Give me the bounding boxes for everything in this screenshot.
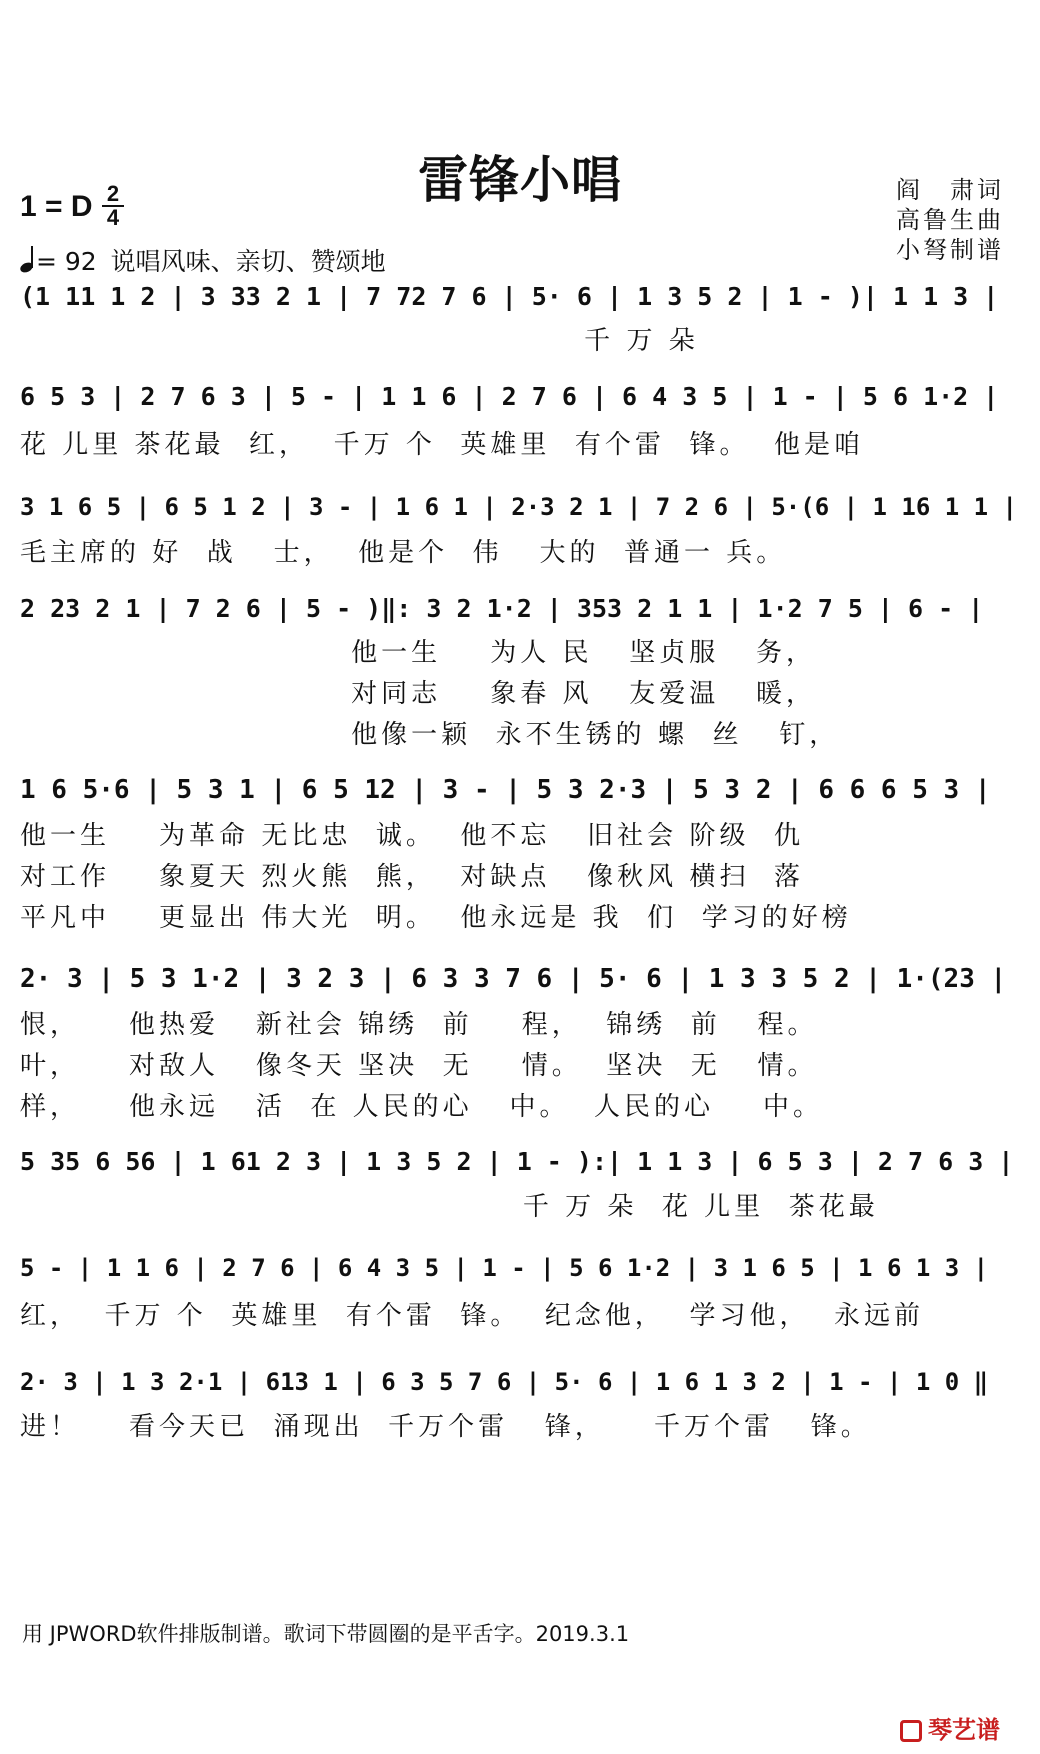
key-signature: 1 = D	[20, 190, 93, 223]
lyric-line-3: 毛主席的 好 战 士， 他是个 伟 大的 普通一 兵。	[20, 538, 787, 568]
footer-note: 用 JPWORD软件排版制谱。歌词下带圆圈的是平舌字。2019.3.1	[22, 1622, 630, 1646]
lyric-line-5a: 他一生 为革命 无比忠 诚。 他不忘 旧社会 阶级 仇	[20, 821, 804, 851]
lyric-line-6c: 样， 他永远 活 在 人民的心 中。 人民的心 中。	[20, 1092, 824, 1122]
lyric-line-4c: 他像一颖 永不生锈的 螺 丝 钉，	[20, 720, 840, 750]
lyric-line-7: 千 万 朵 花 儿里 茶花最	[20, 1192, 879, 1222]
expression-text: 说唱风味、亲切、赞颂地	[110, 247, 386, 276]
lyric-line-2: 花 儿里 茶花最 红， 千万 个 英雄里 有个雷 锋。 他是咱	[20, 430, 864, 460]
credit-composer: 高鲁生曲	[896, 206, 1004, 234]
lyric-line-8: 红， 千万 个 英雄里 有个雷 锋。 纪念他， 学习他， 永远前	[20, 1301, 924, 1331]
credit-transcriber: 小弩制谱	[896, 236, 1004, 264]
credit-lyricist: 阎 肃词	[896, 176, 1004, 204]
notation-line-3: 3 1 6 5 | 6 5 1 2 | 3 - | 1 6 1 | 2·3 2 1 | 7 2 6 | 5·(6 | 1 16 1 1 |	[20, 493, 1017, 521]
time-signature	[102, 181, 124, 230]
brand-logo-icon	[900, 1720, 922, 1742]
notation-line-5: 1 6 5·6 | 5 3 1 | 6 5 12 | 3 - | 5 3 2·3 | 5 3 2 | 6 6 6 5 3 |	[20, 775, 991, 805]
lyric-line-4b: 对同志 象春 风 友爱温 暖，	[20, 679, 817, 709]
time-signature-top: 2	[106, 181, 120, 206]
brand-name: 琴艺谱	[928, 1716, 1000, 1744]
notation-line-8: 5 - | 1 1 6 | 2 7 6 | 6 4 3 5 | 1 - | 5 6 1·2 | 3 1 6 5 | 1 6 1 3 |	[20, 1254, 989, 1282]
lyric-line-6a: 恨， 他热爱 新社会 锦绣 前 程， 锦绣 前 程。	[20, 1010, 818, 1040]
notation-line-2: 6 5 3 | 2 7 6 3 | 5 - | 1 1 6 | 2 7 6 | 6 4 3 5 | 1 - | 5 6 1·2 |	[20, 382, 999, 411]
tempo-value: = 92	[36, 247, 97, 276]
notation-line-1: (1 11 1 2 | 3 33 2 1 | 7 72 7 6 | 5· 6 | 1 3 5 2 | 1 - )| 1 1 3 |	[20, 282, 999, 311]
notation-line-9: 2· 3 | 1 3 2·1 | 613 1 | 6 3 5 7 6 | 5· 6 | 1 6 1 3 2 | 1 - | 1 0 ‖	[20, 1368, 989, 1396]
brand-watermark	[900, 1710, 1000, 1745]
quarter-note-icon	[20, 246, 36, 272]
lyric-line-4a: 他一生 为人 民 坚贞服 务，	[20, 638, 817, 668]
notation-line-6: 2· 3 | 5 3 1·2 | 3 2 3 | 6 3 3 7 6 | 5· 6 | 1 3 3 5 2 | 1·(23 |	[20, 964, 1007, 994]
notation-line-4: 2 23 2 1 | 7 2 6 | 5 - )‖: 3 2 1·2 | 353 2 1 1 | 1·2 7 5 | 6 - |	[20, 594, 984, 623]
lyric-line-1: 千 万 朵	[20, 326, 699, 356]
notation-line-7: 5 35 6 56 | 1 61 2 3 | 1 3 5 2 | 1 - ):| 1 1 3 | 6 5 3 | 2 7 6 3 |	[20, 1147, 1014, 1176]
lyric-line-6b: 叶， 对敌人 像冬天 坚决 无 情。 坚决 无 情。	[20, 1051, 818, 1081]
lyric-line-9: 进！ 看今天已 涌现出 千万个雷 锋， 千万个雷 锋。	[20, 1412, 871, 1442]
tempo-marking	[20, 242, 386, 278]
lyric-line-5b: 对工作 象夏天 烈火熊 熊， 对缺点 像秋风 横扫 落	[20, 862, 804, 892]
lyric-line-5c: 平凡中 更显出 伟大光 明。 他永远是 我 们 学习的好榜	[20, 903, 852, 933]
time-signature-bottom: 4	[106, 205, 120, 230]
song-title: 雷锋小唱	[418, 151, 622, 209]
